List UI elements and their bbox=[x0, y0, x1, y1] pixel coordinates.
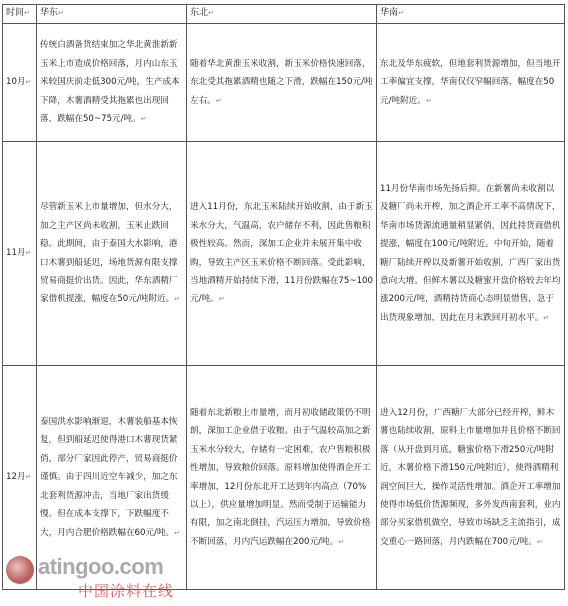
site-watermark bbox=[6, 552, 206, 602]
south-china-cell: 进入12月份，广西糖厂大部分已经开榨，鲜木薯也陆续收割，原料上市量增加并且价格不断回落（从开盘到月底，糖蜜价格下滑250元/吨附近，木薯价格下滑150元/吨附近），使得酒精利润空间巨大，操作灵活性增加。酒企开工率增加使得市场低价货源频现，多外发西南套利，业内部分买家借机做空，导致市场缺乏主流指引，成交重心一路回落，月内跌幅在700元/吨。↵ bbox=[377, 366, 565, 590]
east-china-cell: 泰国洪水影响渐退，木薯装船基本恢复，但到船延迟使得港口木薯现货紧俏，部分厂家因此停产，贸易商挺价谨慎。由于四川近空车减少，加之东北套利货源冲击，当地厂家出货缓慢。但在成本支撑下，下跌幅度不大，月内合肥价格跌幅在60元/吨。↵ bbox=[37, 366, 187, 590]
east-china-cell: 尽管新玉米上市量增加，但水分大，加之主产区尚未收割，玉米止跌回稳。此期间，由于泰国大水影响，港口木薯到船延迟，场地货源有限支撑贸易商挺价出货。因此，华东酒精厂家借机提涨，幅度在50元/吨附近。↵ bbox=[37, 142, 187, 366]
header-northeast: 东北↵ bbox=[187, 5, 377, 24]
east-china-cell: 传统白酒备货结束加之华北黄淮新新玉米上市造成价格回落，月内山东玉米较国庆前走低300元/吨，生产成本下降，木薯酒精受其拖累也出现回落，跌幅在50~75元/吨。↵ bbox=[37, 24, 187, 142]
table-row bbox=[3, 24, 565, 142]
month-cell: 10月↵ bbox=[3, 24, 37, 142]
watermark-site: atingoo.com bbox=[38, 554, 164, 579]
table-header-row bbox=[3, 5, 565, 24]
header-time: 时间↵ bbox=[3, 5, 37, 24]
month-cell: 12月↵ bbox=[3, 366, 37, 590]
northeast-cell: 随着东北新粮上市量增，而月初收储政策仍不明朗，深加工企业借于收粮。由于气温较高加之新玉米水分较大，存储有一定困难，农户售粮积极性增加，导致粮价回落。原料增加使得酒企开工率增加，12月份东北开工达到年内高点（70%以上），供应量增加明显。然而受制于运输能力有限，加之南北倒挂，汽运压力增加，导致价格不断回落，月内汽运跌幅在200元/吨。↵ bbox=[187, 366, 377, 590]
south-china-cell: 11月份华南市场先扬后抑。在新薯尚未收割以及糖厂尚未开榨，加之酒企开工率不高情况下，华南市场货源流通量稍显紧俏，因此持货商借机提涨，幅度在100元/吨附近。中旬开始，随着糖厂陆续开榨以及新薯开始收割，广西厂家出货意向大增。但鲜木薯以及糖蜜开盘价格较去年均涨200元/吨，酒精持货商心态明显惜售，急于出货现象增加，因此在月末跌回月初水平。↵ bbox=[377, 142, 565, 366]
northeast-cell: 随着华北黄淮玉米收割，新玉米价格快速回落，东北受其拖累酒精也随之下滑，跌幅在150元/吨左右。↵ bbox=[187, 24, 377, 142]
market-comparison-table bbox=[2, 4, 565, 590]
watermark-name: 中国涂料在线 bbox=[78, 582, 175, 600]
header-south-china: 华南↵ bbox=[377, 5, 565, 24]
northeast-cell: 进入11月份，东北玉米陆续开始收割，由于新玉米水分大，气温高，农户储存不利，因此售粮积极性较高。然而，深加工企业并未展开集中收购，导致主产区玉米价格不断回落。受此影响，当地酒精开始持续下滑，11月份跌幅在75~100元/吨。↵ bbox=[187, 142, 377, 366]
table-row bbox=[3, 142, 565, 366]
logo-icon bbox=[6, 556, 34, 584]
south-china-cell: 东北及华东疲软，但地套利货源增加，但当地开工率偏宜支撑，华南仅仅窄幅回落，幅度在50元/吨附近。↵ bbox=[377, 24, 565, 142]
header-east-china: 华东↵ bbox=[37, 5, 187, 24]
month-cell: 11月↵ bbox=[3, 142, 37, 366]
